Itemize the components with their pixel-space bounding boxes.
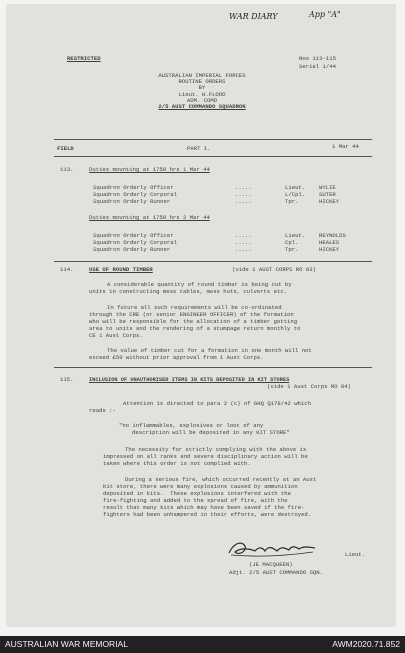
item-heading: INCLUSION OF UNAUTHORISED ITEMS IN KITS DEPOSITED IN KIT STORES	[89, 377, 290, 383]
paragraph-line: A considerable quantity of round timber is being cut by	[107, 281, 292, 288]
duty-rank: Lieut.	[285, 232, 306, 239]
paragraph-line: taken where this order is not complied with.	[103, 460, 251, 467]
title-line: BY	[198, 84, 206, 92]
duty-rank: Cpl.	[285, 239, 299, 246]
title-line: AUSTRALIAN IMPERIAL FORCES	[158, 72, 246, 79]
duty-name: REYNOLDS	[319, 232, 346, 239]
paragraph-line: units in constructing mess tables, mess huts, culverts etc.	[89, 288, 288, 295]
section-rule	[54, 261, 372, 262]
item-reference: (vide 1 Aust Corps RO 84)	[267, 383, 351, 390]
title-block	[87, 73, 317, 110]
paragraph-line: Kit store, there were many explosions caused by ammunition	[103, 483, 298, 490]
item-reference: (vide 1 AUST CORPS RO 83)	[232, 266, 316, 273]
paragraph-line: The necessity for strictly complying with the above is	[125, 446, 307, 453]
duty-role: Squadron Orderly Officer	[93, 184, 174, 191]
quote-line: "no inflammables, explosives or loot of any	[119, 422, 264, 429]
field-label: FIELD	[57, 145, 74, 152]
duty-role: Squadron Orderly Runner	[93, 198, 171, 205]
duty-role: Squadron Orderly Runner	[93, 246, 171, 253]
duty-dots: .....	[235, 184, 252, 191]
paragraph-line: During a serious fire, which occurred recently at an Aust	[125, 476, 317, 483]
duty-dots: .....	[235, 191, 252, 198]
signatory-rank: Lieut.	[345, 551, 366, 558]
document-page	[7, 5, 395, 626]
item-number: 114.	[60, 266, 74, 273]
duty-name: HEALES	[319, 239, 340, 246]
duty-dots: .....	[235, 198, 252, 205]
paragraph-line: result that many kits which may have been saved if the fire-	[103, 504, 305, 511]
serial-number: Serial 1/44	[299, 63, 336, 70]
title-line: ADM. COMD	[186, 96, 218, 104]
duty-dots: .....	[235, 232, 252, 239]
signatory-title: Adjt. 2/5 AUST COMMANDO SQN.	[229, 569, 323, 576]
part-label: PART 1.	[187, 145, 211, 152]
footer-institution: AUSTRALIAN WAR MEMORIAL	[5, 639, 128, 649]
paragraph-line: CE 1 Aust Corps.	[89, 332, 143, 339]
duty-rank: Tpr.	[285, 246, 299, 253]
title-line: 2/5 AUST COMMANDO SQUADRON	[158, 103, 246, 111]
duty-dots: .....	[235, 246, 252, 253]
paragraph-line: through the CRE (or senior ENGINEER OFFICER) of the formation	[89, 311, 294, 318]
title-line: ROUTINE ORDERS	[178, 78, 226, 86]
paragraph-line: exceed £50 without prior approval from 1 Aust Corps.	[89, 354, 264, 361]
paragraph-line: fighters had been unhampered in their efforts, were destroyed.	[103, 511, 312, 518]
footer-accession-number: AWM2020.71.852	[332, 639, 400, 649]
section-rule	[54, 367, 372, 368]
duty-name: SUTER	[319, 191, 336, 198]
item-heading: USE OF ROUND TIMBER	[89, 266, 153, 273]
item-number: 115.	[60, 376, 74, 383]
duty-rank: Tpr.	[285, 198, 299, 205]
duty-name: WYLIE	[319, 184, 336, 191]
paragraph-line: deposited in kits. These explosions interfered with the	[103, 490, 291, 497]
item-number: 113.	[60, 166, 74, 173]
paragraph-line: The value of timber cut for a formation in one month will not	[107, 347, 312, 354]
duty-role: Squadron Orderly Corporal	[93, 239, 177, 246]
duties-heading: Duties mounting at 1750 hrs 2 Mar 44	[89, 214, 210, 221]
paragraph-line: fire-fighting and added to the spread of fire, with the	[103, 497, 288, 504]
duty-rank: Lieut.	[285, 184, 306, 191]
quote-line: description will be deposited in any KIT STORE"	[132, 429, 290, 436]
duty-name: HICKEY	[319, 198, 340, 205]
order-date: 1 Mar 44	[332, 143, 359, 150]
appendix-annotation: App "A"	[309, 10, 341, 19]
footer-bar	[0, 636, 405, 653]
part-rule	[54, 156, 372, 157]
duty-role: Squadron Orderly Officer	[93, 232, 174, 239]
duties-heading: Duties mounting at 1750 hrs 1 Mar 44	[89, 166, 210, 173]
duty-name: HICKEY	[319, 246, 340, 253]
paragraph-line: area to units and the rendering of a stumpage return monthly to	[89, 325, 301, 332]
duty-dots: .....	[235, 239, 252, 246]
classification: RESTRICTED	[67, 55, 101, 62]
duty-rank: L/Cpl.	[285, 191, 306, 198]
duty-role: Squadron Orderly Corporal	[93, 191, 177, 198]
paragraph-line: impressed on all ranks and severe disciplinary action will be	[103, 453, 308, 460]
title-line: Lieut. H.FLOOD	[178, 90, 226, 98]
handwritten-signature	[225, 536, 321, 560]
order-numbers: Nos 113-115	[299, 55, 336, 62]
war-diary-annotation: WAR DIARY	[229, 12, 278, 21]
header-rule	[54, 139, 372, 140]
signatory-name: (JE MACQUEEN)	[249, 561, 293, 568]
paragraph-line: Attention is directed to para 2 (c) of GHQ Q178/42 which	[123, 400, 311, 407]
paragraph-line: who will be responsible for the allocation of a timber getting	[89, 318, 298, 325]
paragraph-line: reads :-	[89, 407, 116, 414]
paragraph-line: In future all such requirements will be co-ordinated	[107, 304, 282, 311]
